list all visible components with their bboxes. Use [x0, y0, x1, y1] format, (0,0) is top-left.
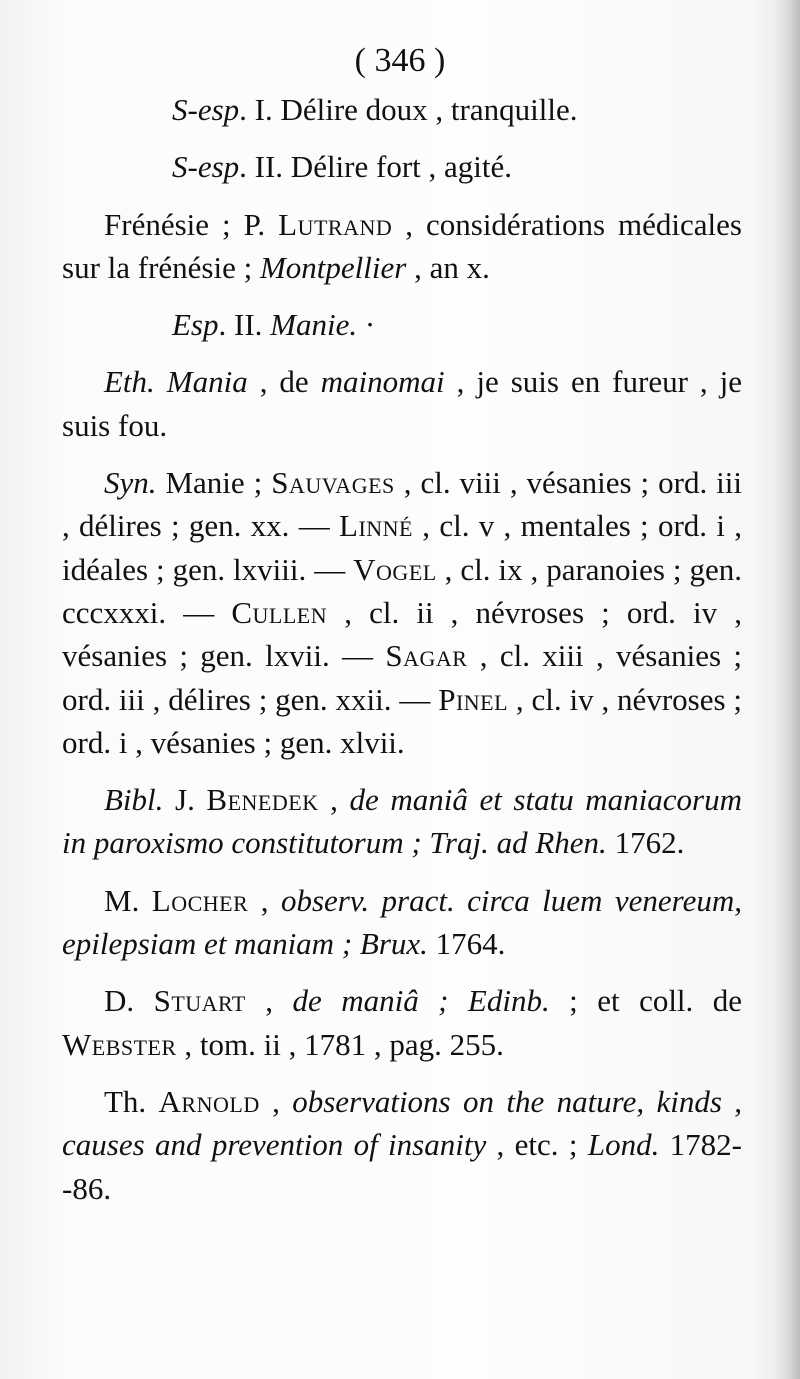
- text-run: ,: [245, 983, 293, 1019]
- text-run: Benedek: [206, 782, 319, 818]
- text-run: , tom. ii , 1781 , pag. 255.: [176, 1026, 504, 1062]
- text-run: Cullen: [231, 594, 328, 630]
- paragraph-frenesie: [62, 203, 742, 290]
- text-run: Linné: [339, 508, 413, 544]
- text-run: Lutrand: [278, 206, 393, 242]
- text-run: , cl. v , mentales ; ord. i , idéales ; gen. lxviii. —: [62, 508, 742, 587]
- text-run: S-esp: [172, 92, 240, 127]
- paragraph-stuart: [62, 979, 742, 1066]
- text-run: 1764.: [427, 926, 506, 962]
- text-run: Th.: [104, 1083, 159, 1119]
- text-run: Webster: [62, 1026, 177, 1062]
- text-run: Esp: [172, 307, 219, 343]
- text-run: Lond.: [587, 1127, 660, 1163]
- text-run: de maniâ et statu maniacorum in paroxismo constitutorum ; Traj. ad Rhen.: [62, 782, 742, 861]
- text-run: 1762.: [606, 825, 685, 861]
- text-run: 1782--86.: [62, 1127, 743, 1206]
- paragraph-s-esp-2: [62, 145, 742, 188]
- text-run: Montpellier: [259, 249, 407, 285]
- text-run: , considérations médicales sur la frénésie ;: [62, 206, 742, 285]
- paragraph-locher: [62, 879, 742, 966]
- text-run: ,: [259, 1083, 293, 1119]
- text-run: . II. Délire fort , agité.: [239, 149, 513, 185]
- text-run: M.: [104, 882, 152, 918]
- text-run: Frénésie ; P.: [104, 206, 279, 242]
- text-run: . I. Délire doux , tranquille.: [239, 92, 578, 127]
- page-edge-shadow: [774, 0, 800, 1379]
- text-run: Sauvages: [271, 465, 395, 501]
- text-run: Eth. Mania: [104, 364, 248, 400]
- paragraph-syn: [62, 461, 742, 764]
- text-run: , de: [247, 364, 321, 400]
- text-run: , je suis en fureur , je suis fou.: [62, 364, 742, 443]
- paragraph-bibl: [62, 778, 742, 865]
- text-run: Vogel: [353, 551, 437, 587]
- text-run: J.: [163, 782, 207, 818]
- text-run: . II.: [218, 307, 271, 343]
- text-run: , cl. viii , vésanies ; ord. iii , délires ; gen. xx. —: [62, 465, 742, 544]
- text-run: , cl. ii , névroses ; ord. iv , vésanies ; gen. lxvii. —: [62, 594, 742, 674]
- text-run: observ. pract. circa luem venereum, epilepsiam et maniam ; Brux.: [62, 882, 742, 962]
- text-run: , etc. ;: [486, 1127, 588, 1163]
- text-run: Manie.: [270, 307, 358, 343]
- text-run: Syn.: [104, 465, 157, 501]
- text-run: , cl. ix , paranoies ; gen. cccxxxi. —: [62, 551, 743, 630]
- text-run: Bibl.: [104, 782, 164, 818]
- text-run: ,: [318, 782, 350, 818]
- text-run: Pinel: [438, 681, 509, 717]
- text-run: mainomai: [320, 364, 445, 400]
- text-run: , an x.: [406, 249, 490, 285]
- text-run: Manie ;: [156, 465, 272, 501]
- text-run: Locher: [151, 882, 249, 918]
- paragraph-esp-2: [62, 303, 742, 346]
- text-run: ,: [248, 882, 281, 918]
- paragraph-s-esp-1: [62, 88, 742, 131]
- text-run: , cl. iv , névroses ; ord. i , vésanies ; gen. xlvii.: [62, 681, 742, 760]
- text-run: observations on the nature, kinds , causes and prevention of insanity: [62, 1083, 743, 1163]
- text-run: S-esp: [172, 149, 240, 185]
- text-run: ·: [357, 307, 376, 343]
- text-run: ; et coll. de: [549, 983, 743, 1019]
- paragraph-eth: [62, 360, 742, 447]
- text-run: D.: [104, 983, 154, 1019]
- page-number: ( 346 ): [354, 42, 446, 79]
- text-run: Stuart: [153, 983, 246, 1019]
- page-body: [62, 88, 742, 1210]
- text-run: Arnold: [158, 1083, 260, 1119]
- text-run: Sagar: [385, 638, 468, 674]
- text-run: , cl. xiii , vésanies ; ord. iii , délires ; gen. xxii. —: [62, 638, 743, 717]
- paragraph-arnold: [62, 1080, 742, 1210]
- text-run: de maniâ ; Edinb.: [292, 983, 550, 1019]
